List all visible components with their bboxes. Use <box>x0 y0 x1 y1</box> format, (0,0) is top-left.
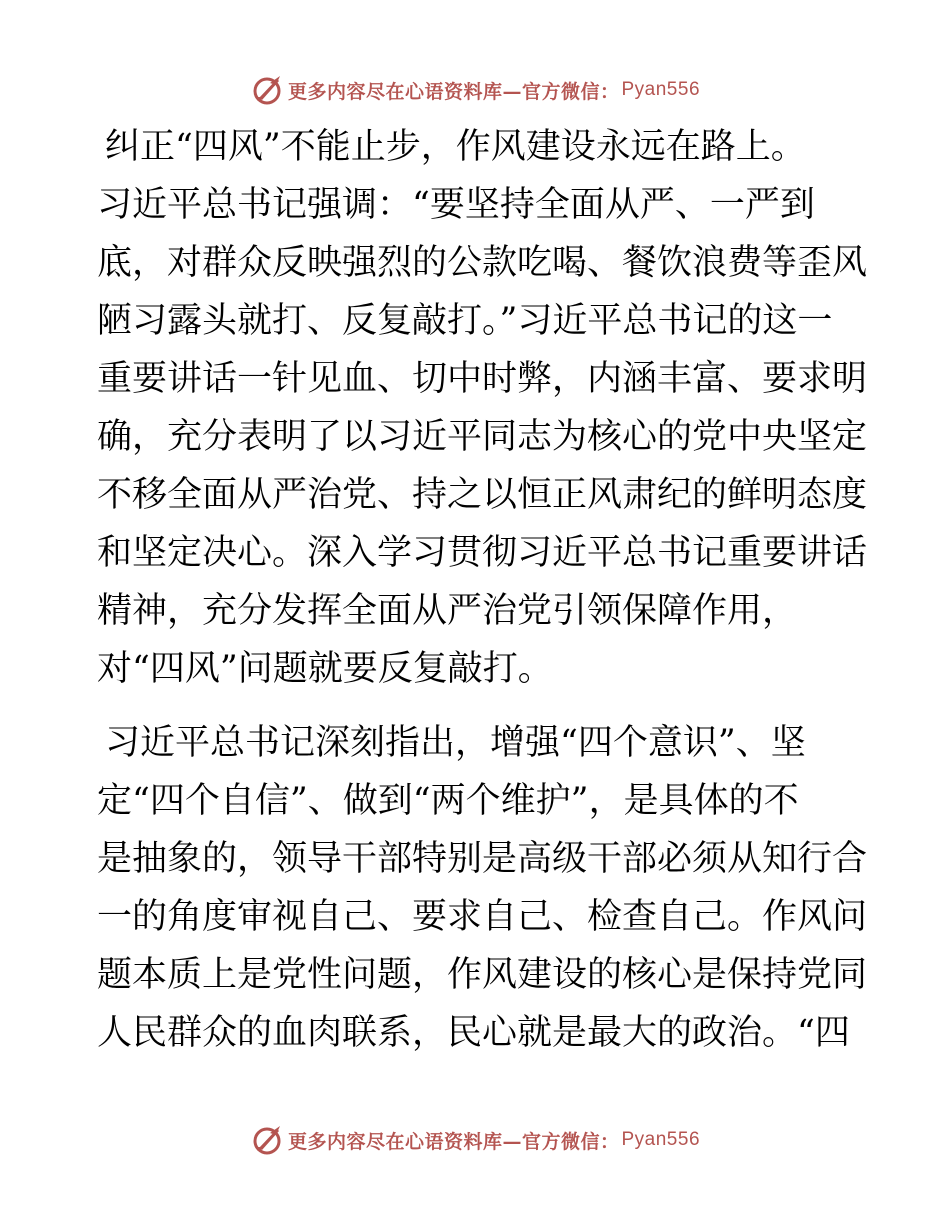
footer-banner <box>0 1120 950 1160</box>
header-banner <box>0 70 950 110</box>
text-line: 纠正“四风”不能止步，作风建设永远在路上。 <box>105 127 806 167</box>
text-line: 题本质上是党性问题，作风建设的核心是保持党同 <box>97 955 868 995</box>
paragraph-gap <box>97 698 857 714</box>
quill-pen-circle-icon <box>250 1123 284 1157</box>
paragraph-2 <box>97 714 868 1062</box>
text-line: 底，对群众反映强烈的公款吃喝、餐饮浪费等歪风 <box>97 243 868 283</box>
text-line: 确，充分表明了以习近平同志为核心的党中央坚定 <box>97 417 868 457</box>
body-text <box>97 118 868 1062</box>
text-line: 一的角度审视自己、要求自己、检查自己。作风问 <box>97 897 868 937</box>
quill-pen-circle-icon <box>250 73 284 107</box>
text-line: 陋习露头就打、反复敲打。”习近平总书记的这一 <box>97 301 833 341</box>
header-wechat-id: Pyan556 <box>621 79 701 100</box>
text-line: 和坚定决心。深入学习贯彻习近平总书记重要讲话 <box>97 533 868 573</box>
footer-banner-text: 更多内容尽在心语资料库—官方微信： <box>287 1130 620 1153</box>
text-line: 定“四个自信”、做到“两个维护”，是具体的不 <box>97 781 799 821</box>
text-line: 人民群众的血肉联系，民心就是最大的政治。“四 <box>97 1013 850 1053</box>
text-line: 不移全面从严治党、持之以恒正风肃纪的鲜明态度 <box>97 475 868 515</box>
text-line: 重要讲话一针见血、切中时弊，内涵丰富、要求明 <box>97 359 868 399</box>
text-line: 对“四风”问题就要反复敲打。 <box>97 649 553 689</box>
paragraph-1 <box>97 118 868 698</box>
text-line: 习近平总书记深刻指出，增强“四个意识”、坚 <box>105 723 806 763</box>
text-line: 习近平总书记强调：“要坚持全面从严、一严到 <box>97 185 815 225</box>
text-line: 精神，充分发挥全面从严治党引领保障作用， <box>97 591 798 631</box>
text-line: 是抽象的，领导干部特别是高级干部必须从知行合 <box>97 839 868 879</box>
footer-wechat-id: Pyan556 <box>621 1129 701 1150</box>
header-banner-text: 更多内容尽在心语资料库—官方微信： <box>287 80 620 103</box>
